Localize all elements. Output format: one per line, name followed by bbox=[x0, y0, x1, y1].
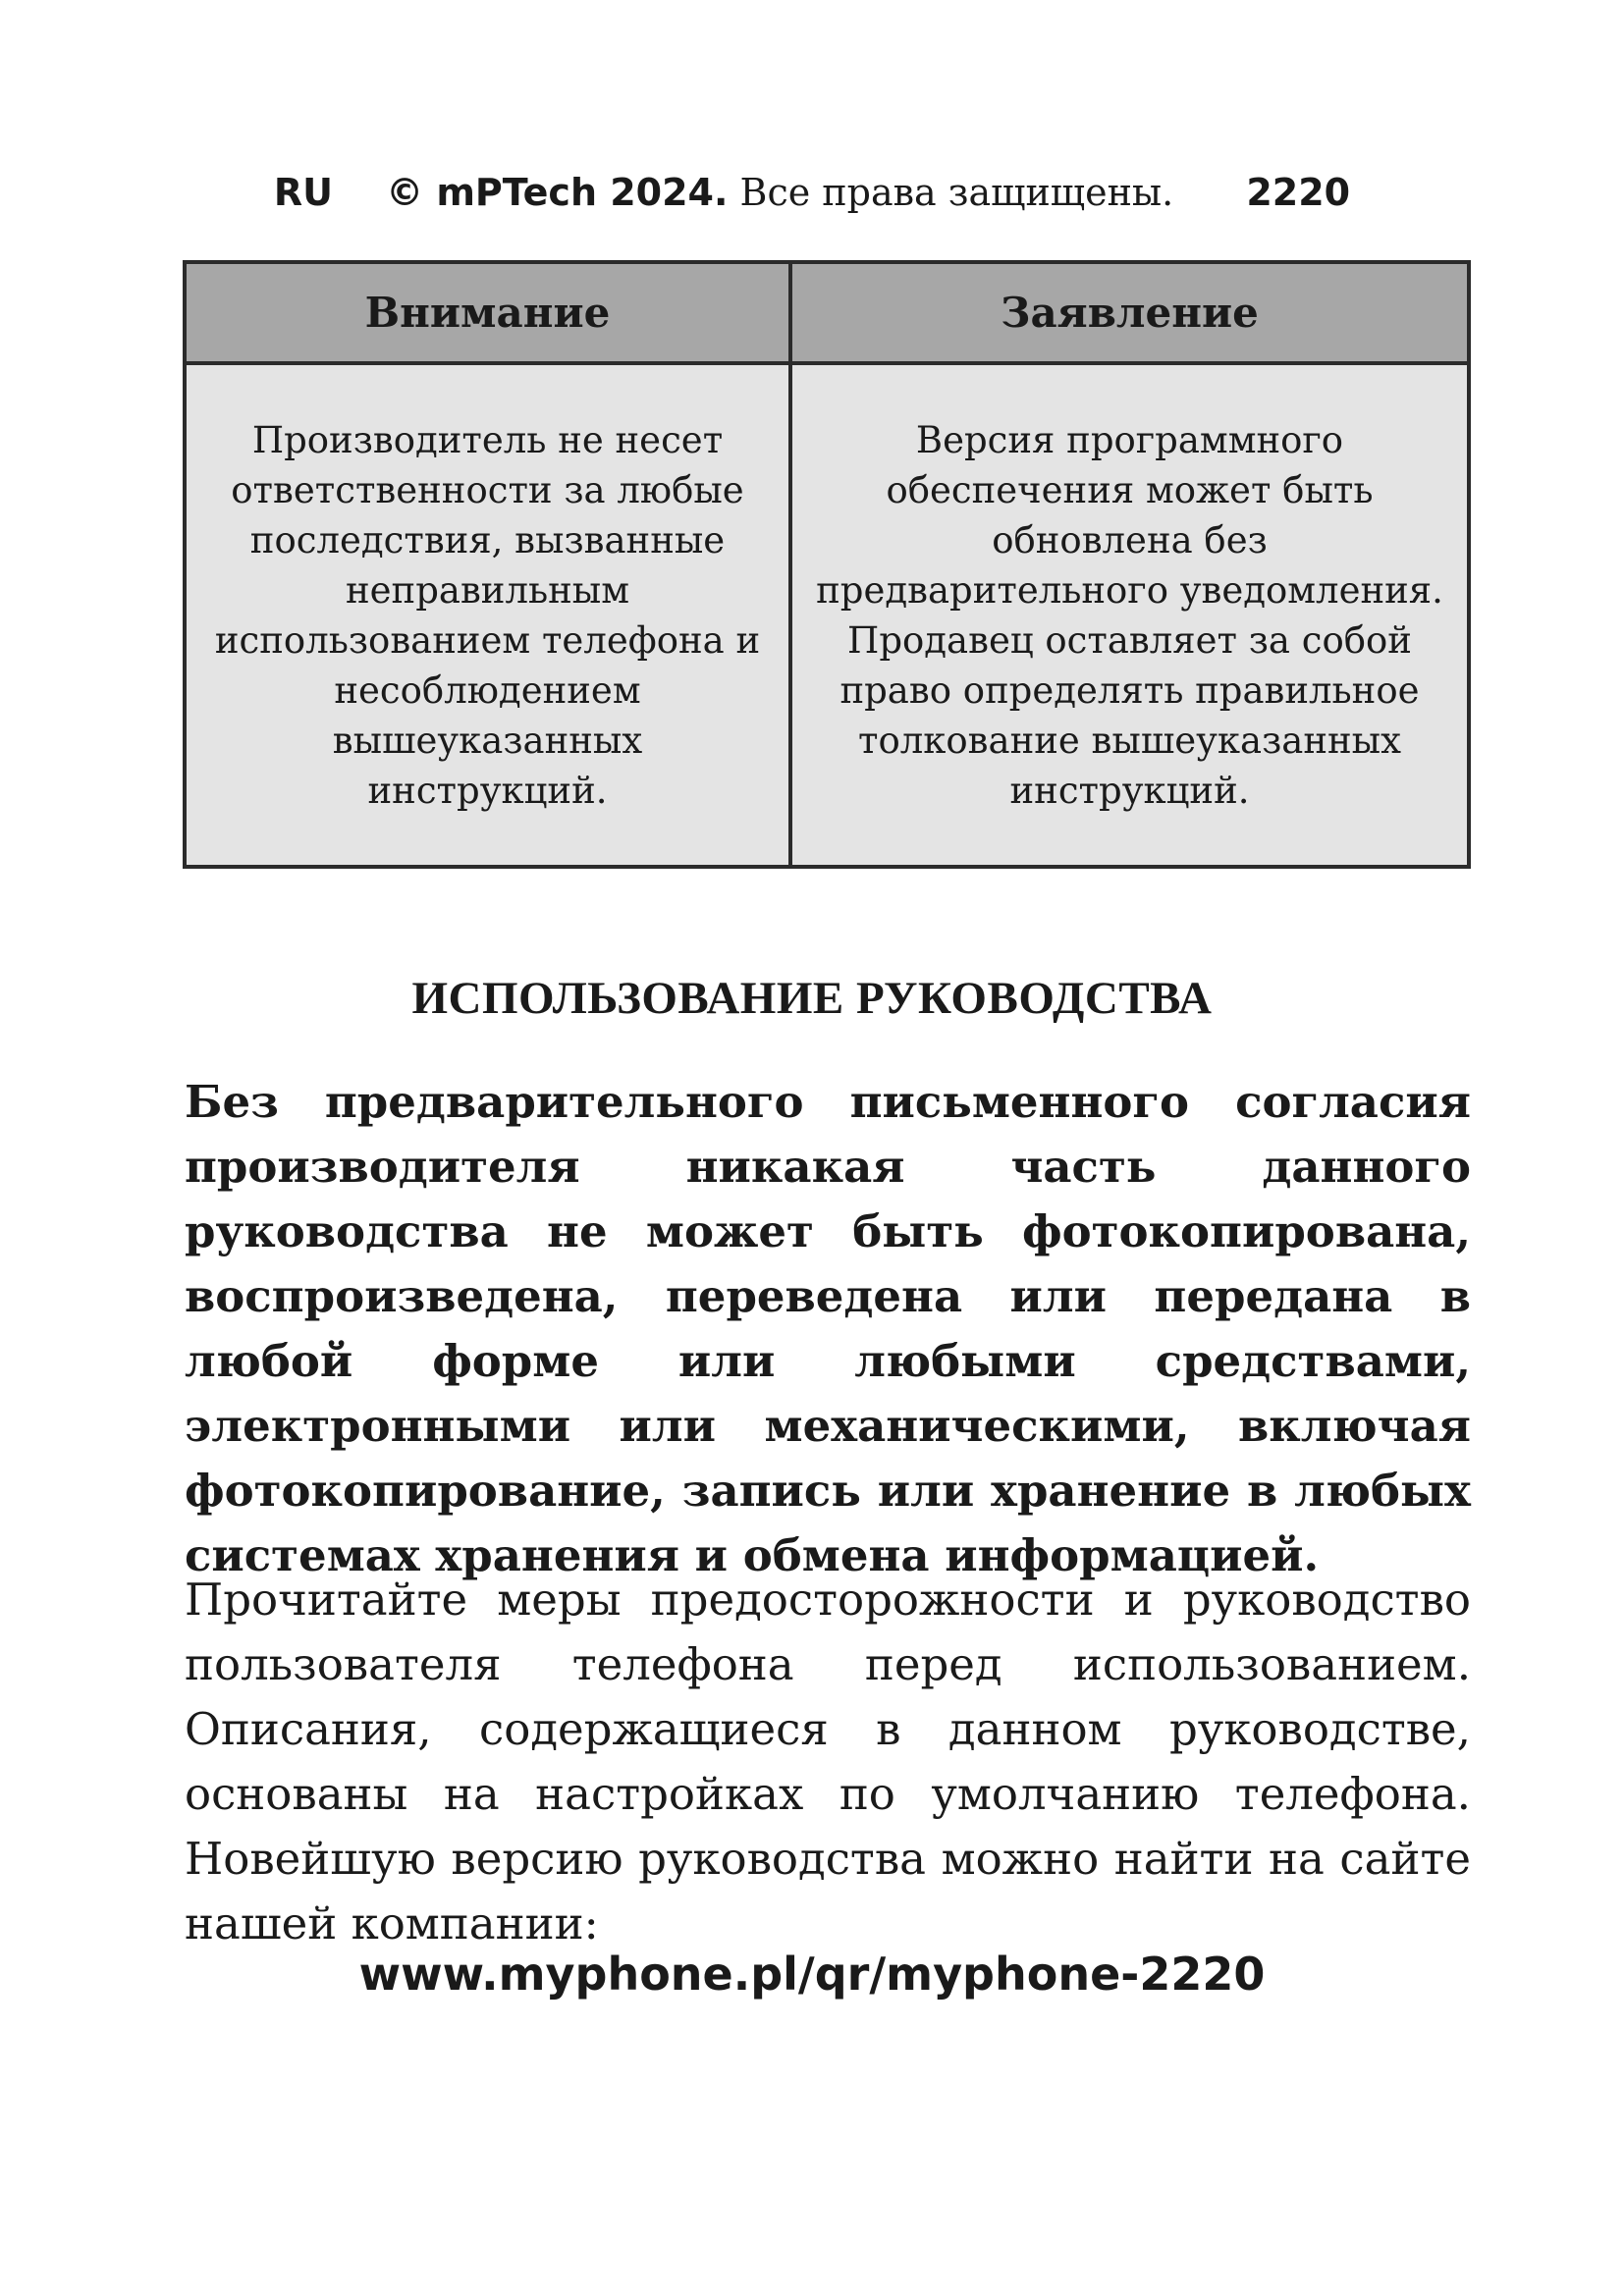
notice-table bbox=[183, 260, 1471, 869]
table-header-statement: Заявление bbox=[792, 264, 1467, 365]
table-cell-attention bbox=[187, 365, 792, 865]
statement-text: Версия программного обеспечения может быть обновлена без предварительного уведомления. Продавец оставляет за собой право определять правильное толкование вышеуказанных инструкций. bbox=[816, 418, 1443, 812]
section-title: ИСПОЛЬЗОВАНИЕ РУКОВОДСТВА bbox=[411, 973, 1213, 1024]
manual-url-link[interactable]: www.myphone.pl/qr/myphone-2220 bbox=[358, 1948, 1266, 2001]
page-header bbox=[0, 165, 1624, 220]
read-instructions-paragraph: Прочитайте меры предосторожности и руководство пользователя телефона перед использованием. Описания, содержащиеся в данном руководстве, основаны на настройках по умолчанию телефона. Новейшую версию руководства можно найти на сайте нашей компании: bbox=[185, 1574, 1471, 1949]
rights-reserved: Все права защищены. bbox=[739, 171, 1174, 214]
model-number: 2220 bbox=[1246, 171, 1351, 214]
copyright-paragraph: Без предварительного письменного согласия производителя никакая часть данного руководства не может быть фотокопирована, воспроизведена, переведена или передана в любой форме или любыми средствами, электронными или механическими, включая фотокопирование, запись или хранение в любых системах хранения и обмена информацией. bbox=[185, 1076, 1471, 1581]
table-cell-statement bbox=[792, 365, 1467, 865]
language-code: RU bbox=[273, 171, 334, 214]
attention-text: Производитель не несет ответственности за любые последствия, вызванные неправильным использованием телефона и несоблюдением вышеуказанных инструкций. bbox=[214, 418, 761, 812]
copyright-notice: © mPTech 2024. bbox=[386, 171, 729, 214]
table-header-attention: Внимание bbox=[187, 264, 792, 365]
